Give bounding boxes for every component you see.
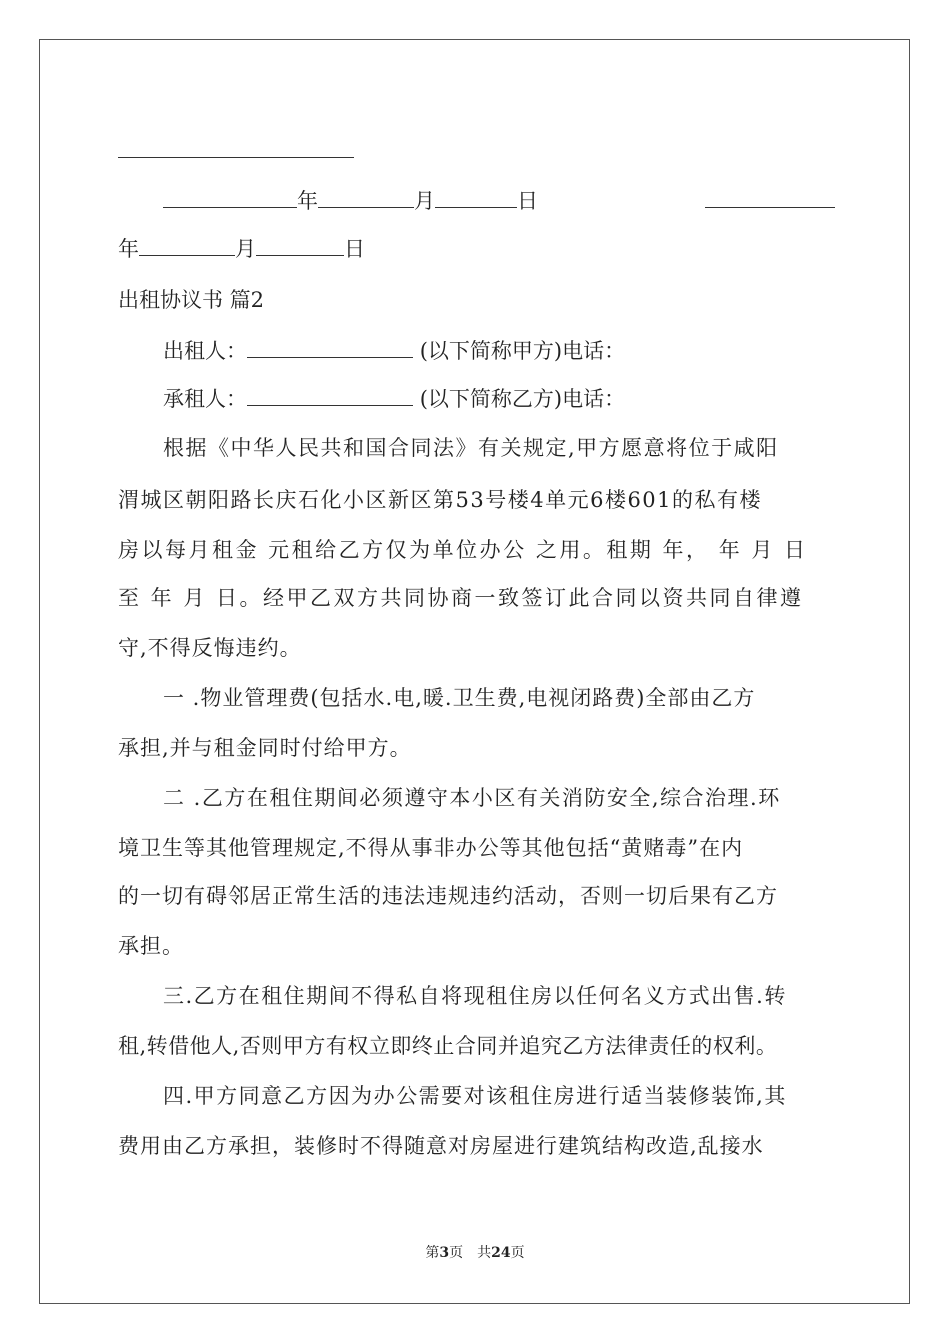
lessor-label: 出租人： — [163, 339, 247, 363]
year-char: 年 — [297, 189, 318, 213]
body-line: 房以每月租金 元租给乙方仅为单位办公 之用。租期 年， 年 月 日 — [118, 538, 808, 562]
lessor-blank — [247, 335, 413, 358]
footer-prefix: 第 — [425, 1245, 440, 1261]
month-char: 月 — [235, 237, 256, 261]
page-border — [39, 39, 910, 1304]
footer-mid: 页 共 — [449, 1245, 492, 1261]
lessor-suffix: (以下简称甲方)电话： — [419, 339, 626, 363]
body-line: 租,转借他人,否则甲方有权立即终止合同并追究乙方法律责任的权利。 — [118, 1034, 778, 1058]
body-line: 一 .物业管理费(包括水.电,暖.卫生费,电视闭路费)全部由乙方 — [163, 686, 756, 710]
lessee-blank — [247, 383, 413, 406]
month-char: 月 — [414, 189, 435, 213]
footer-suffix: 页 — [510, 1245, 525, 1261]
body-line: 渭城区朝阳路长庆石化小区新区第53号楼4单元6楼601的私有楼 — [118, 488, 763, 512]
body-line: 承担,并与租金同时付给甲方。 — [118, 736, 412, 760]
blank-field — [705, 185, 835, 208]
blank-field — [139, 233, 235, 256]
day-char: 日 — [517, 189, 538, 213]
signature-line — [118, 157, 354, 158]
blank-field — [256, 233, 344, 256]
body-line: 四.甲方同意乙方因为办公需要对该租住房进行适当装修装饰,其 — [163, 1084, 787, 1108]
lessee-label: 承租人： — [163, 387, 247, 411]
blank-field — [318, 185, 414, 208]
lessor-line — [163, 335, 625, 366]
blank-field — [163, 185, 297, 208]
date-line-2 — [118, 233, 365, 264]
date-line-2-start — [705, 185, 835, 216]
section-heading: 出租协议书 篇2 — [118, 288, 265, 312]
body-line: 三.乙方在租住期间不得私自将现租住房以任何名义方式出售.转 — [163, 984, 787, 1008]
date-line-1 — [163, 185, 538, 216]
lessee-line — [163, 383, 625, 414]
page-footer — [0, 1242, 950, 1262]
body-line: 至 年 月 日。经甲乙双方共同协商一致签订此合同以资共同自律遵 — [118, 586, 804, 610]
total-pages: 24 — [491, 1245, 511, 1261]
body-line: 承担。 — [118, 934, 184, 958]
body-line: 的一切有碍邻居正常生活的违法违规违约活动，否则一切后果有乙方 — [118, 884, 778, 908]
body-line: 根据《中华人民共和国合同法》有关规定,甲方愿意将位于咸阳 — [163, 436, 779, 460]
body-line: 二 .乙方在租住期间必须遵守本小区有关消防安全,综合治理.环 — [163, 786, 781, 810]
blank-field — [435, 185, 517, 208]
lessee-suffix: (以下简称乙方)电话： — [419, 387, 626, 411]
body-line: 守,不得反悔违约。 — [118, 636, 302, 660]
body-line: 费用由乙方承担，装修时不得随意对房屋进行建筑结构改造,乱接水 — [118, 1134, 764, 1158]
page-number: 3 — [439, 1245, 450, 1261]
year-char: 年 — [118, 237, 139, 261]
body-line: 境卫生等其他管理规定,不得从事非办公等其他包括“黄赌毒”在内 — [118, 836, 744, 860]
day-char: 日 — [344, 237, 365, 261]
